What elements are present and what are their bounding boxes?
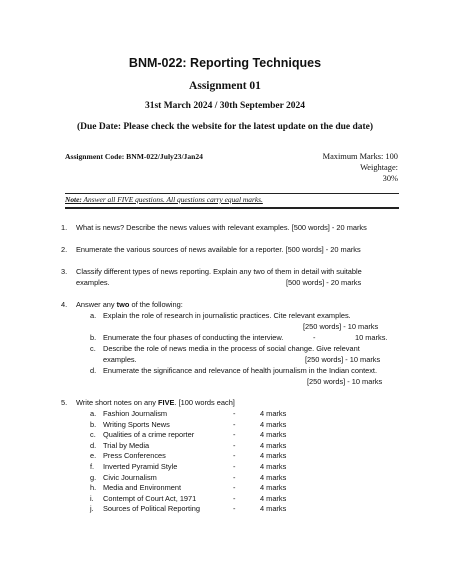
short-note-letter: d.	[90, 440, 97, 450]
short-note-topic: Sources of Political Reporting	[103, 504, 200, 514]
session-dates: 31st March 2024 / 30th September 2024	[144, 101, 306, 111]
question-4a-text: Explain the role of research in journalistic practices. Cite relevant examples.	[103, 311, 351, 320]
short-note-marks: 4 marks	[260, 451, 287, 461]
note-label: Note:	[65, 195, 82, 204]
question-5-intro-emphasis: FIVE	[158, 398, 175, 407]
short-note-dash: -	[233, 440, 236, 450]
short-note-dash: -	[233, 419, 236, 429]
question-4a-letter: a.	[90, 311, 97, 320]
question-4c-text-line1: Describe the role of news media in the process of social change. Give relevant	[103, 344, 360, 353]
question-4-intro-post: of the following:	[129, 300, 183, 309]
divider-bottom	[65, 207, 399, 209]
question-4d-letter: d.	[90, 366, 97, 375]
assignment-code: Assignment Code: BNM-022/July23/Jan24	[65, 152, 203, 161]
question-4-number: 4.	[61, 300, 68, 309]
short-note-marks: 4 marks	[260, 430, 287, 440]
short-note-dash: -	[233, 451, 236, 461]
short-note-dash: -	[233, 409, 236, 418]
short-note-letter: i.	[90, 493, 94, 503]
short-note-letter: e.	[90, 451, 97, 461]
short-note-dash: -	[233, 472, 236, 482]
question-3-number: 3.	[61, 267, 68, 276]
question-4-intro	[76, 300, 183, 310]
question-4c-letter: c.	[90, 344, 96, 353]
short-note-marks: 4 marks	[260, 493, 287, 503]
short-note-marks: 4 marks	[260, 440, 287, 450]
question-5-intro-pre: Write short notes on any	[76, 398, 159, 407]
short-note-letter: j.	[90, 504, 94, 514]
short-note-topic: Fashion Journalism	[103, 409, 168, 418]
short-note-dash: -	[233, 504, 236, 514]
question-3-text-line2: examples.	[76, 278, 110, 287]
short-note-dash: -	[233, 493, 236, 503]
short-note-marks: 4 marks	[260, 462, 287, 471]
short-note-letter: a.	[90, 409, 97, 418]
question-4-intro-emphasis: two	[116, 300, 130, 309]
short-note-marks: 4 marks	[260, 483, 287, 493]
question-1-text: What is news? Describe the news values with relevant examples. [500 words] - 20 marks	[76, 223, 367, 232]
weightage-value: 30%	[382, 174, 398, 183]
question-2-number: 2.	[61, 245, 68, 254]
short-note-topic: Contempt of Court Act, 1971	[103, 493, 197, 503]
short-note-topic: Civic Journalism	[103, 472, 157, 482]
divider-top	[65, 193, 399, 194]
question-4b-text: Enumerate the four phases of conducting the interview.	[103, 333, 284, 342]
short-note-dash: -	[233, 462, 236, 471]
note-text: Answer all FIVE questions. All questions carry equal marks.	[81, 195, 263, 204]
question-4b-letter: b.	[90, 333, 97, 342]
question-1-number: 1.	[61, 223, 68, 232]
question-4-intro-pre: Answer any	[76, 300, 117, 309]
short-note-marks: 4 marks	[260, 504, 287, 514]
short-note-topic: Trial by Media	[103, 440, 150, 450]
due-date-notice: (Due Date: Please check the website for the latest update on the due date)	[76, 122, 374, 132]
question-5-intro	[76, 398, 235, 408]
question-5-number: 5.	[61, 398, 68, 407]
short-note-letter: b.	[90, 419, 97, 429]
maximum-marks: Maximum Marks: 100	[322, 152, 398, 161]
short-note-marks: 4 marks	[260, 419, 287, 429]
question-4b-dash: -	[313, 333, 316, 342]
short-note-topic: Press Conferences	[103, 451, 166, 461]
question-4d-marks: [250 words] - 10 marks	[307, 377, 383, 386]
short-note-letter: g.	[90, 472, 97, 482]
assignment-number: Assignment 01	[189, 80, 261, 92]
short-note-topic: Media and Environment	[103, 483, 182, 493]
short-note-dash: -	[233, 483, 236, 493]
question-4a-marks: [250 words] - 10 marks	[303, 322, 379, 331]
question-3-marks: [500 words] - 20 marks	[286, 278, 362, 287]
question-4d-text: Enumerate the significance and relevance of health journalism in the Indian context.	[103, 366, 378, 375]
question-4c-text-line2: examples.	[103, 355, 137, 364]
short-note-marks: 4 marks	[260, 409, 287, 418]
question-3-text-line1: Classify different types of news reporting. Explain any two of them in detail with suitable	[76, 267, 362, 276]
question-5-intro-post: . [100 words each]	[174, 398, 235, 407]
question-4b-marks: 10 marks.	[355, 333, 388, 342]
short-note-marks: 4 marks	[260, 472, 287, 482]
short-note-topic: Inverted Pyramid Style	[103, 462, 178, 471]
short-note-topic: Writing Sports News	[103, 419, 170, 429]
short-note-topic: Qualities of a crime reporter	[103, 430, 195, 440]
short-note-letter: f.	[90, 462, 95, 471]
document-title: BNM-022: Reporting Techniques	[128, 56, 322, 70]
short-note-dash: -	[233, 430, 236, 440]
instructions-note	[65, 195, 263, 204]
short-note-letter: c.	[90, 430, 96, 440]
short-note-letter: h.	[90, 483, 97, 493]
question-4c-marks: [250 words] - 10 marks	[305, 355, 381, 364]
weightage-label: Weightage:	[360, 163, 398, 172]
question-2-text: Enumerate the various sources of news available for a reporter. [500 words] - 20 marks	[76, 245, 361, 254]
